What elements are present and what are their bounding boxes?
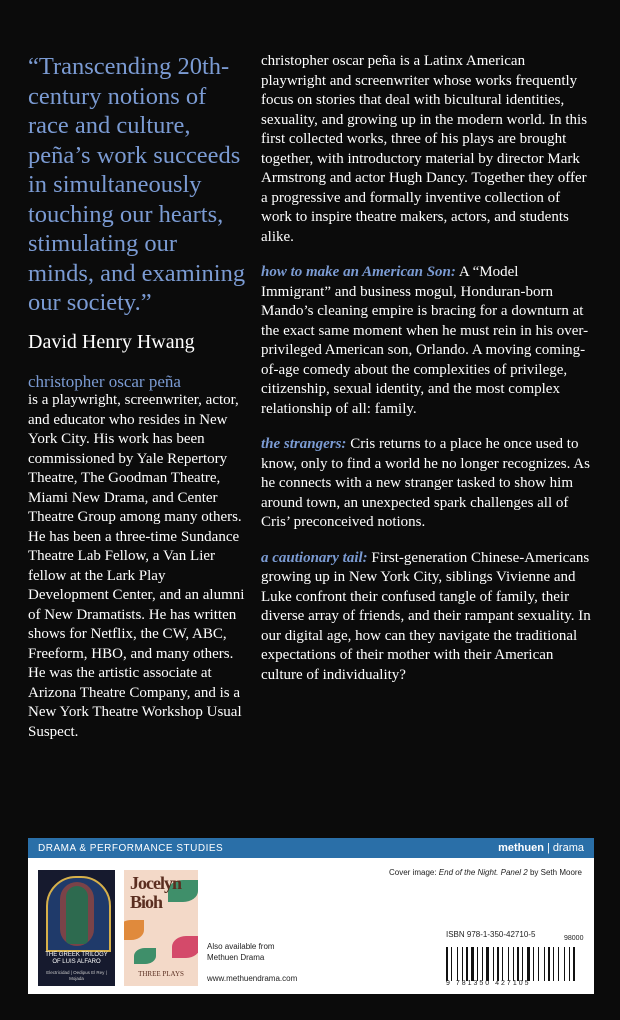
play-title: a cautionary tail: [261, 549, 368, 566]
barcode-bar [540, 947, 543, 981]
play-blurb-cautionary-tail [261, 549, 591, 686]
author-bio [28, 372, 246, 743]
praise-quote: “Transcending 20th-century notions of race and culture, peña’s work succeeds in simultaneously touching our hearts, stimulating our minds, and examining our society.” [28, 53, 246, 316]
book-title: THE GREEK TRILOGY OF LUIS ALFARO [45, 952, 108, 965]
barcode-bar [446, 947, 448, 981]
play-blurb-american-son [261, 263, 591, 419]
play-description: A “Model Immigrant” and business mogul, Honduran-born Mando’s cleaning empire is bracing for a downturn at the exact same moment when he must rein in his over-privileged American son, Orlando. A moving coming-of-age comedy about the complexities of privilege, citizenship, sexual identity, and the most complex relationship of all: family. [261, 264, 589, 417]
barcode-bar [477, 947, 478, 981]
barcode-bar [533, 947, 534, 981]
barcode-bar [513, 947, 514, 981]
barcode-bar [495, 947, 496, 981]
barcode-bar [544, 947, 545, 981]
barcode-bar [502, 947, 503, 981]
barcode-bar [510, 947, 512, 981]
barcode-bar [551, 947, 552, 981]
publisher-logo [498, 842, 584, 854]
barcode-bar [464, 947, 465, 981]
publisher-separator: | [546, 842, 550, 854]
barcode-bar [493, 947, 494, 981]
play-title: how to make an American Son: [261, 264, 456, 280]
barcode-bar [538, 947, 539, 981]
barcode-bar [520, 947, 521, 981]
barcode-bar [522, 947, 523, 981]
barcode-bar [558, 947, 559, 981]
barcode-bar [517, 947, 519, 981]
barcode-bar [546, 947, 547, 981]
price-code: 98000 [564, 935, 584, 942]
barcode-bar [508, 947, 509, 981]
barcode-bar [451, 947, 452, 981]
barcode-bar [484, 947, 485, 981]
barcode-digits: 9 781350 427105 [446, 980, 531, 987]
publisher-imprint: drama [552, 842, 584, 854]
barcode-bar [548, 947, 550, 981]
barcode-icon [446, 943, 584, 981]
barcode-bar [462, 947, 463, 981]
barcode-bar [571, 947, 572, 981]
author-bio-text: is a playwright, screenwriter, actor, and educator who resides in New York City. His work has been commissioned by Yale Repertory Theatre, The Goodman Theatre, Miami New Drama, and Center Theatre Group among many others. He has been a three-time Sundance Theatre Lab Fellow, a Van Lier fellow at the Lark Play Development Center, and an alumni of New Dramatists. He has written shows for Netflix, the CW, ABC, Freeform, HBO, and many others. He was the artistic associate at Arizona Theatre Company, and is a New York Theatre Workshop Usual Suspect. [28, 392, 245, 740]
barcode-bar [497, 947, 499, 981]
barcode-bar [471, 947, 474, 981]
barcode-bar [564, 947, 565, 981]
book-author-name: Jocelyn Bioh [130, 873, 181, 912]
also-available: Also available from Methuen Drama [207, 942, 275, 962]
barcode-bar [466, 947, 468, 981]
barcode-bar [486, 947, 489, 981]
barcode-bar [469, 947, 470, 981]
play-description: First-generation Chinese-Americans growing up in New York City, siblings Vivienne and Luke confront their confused tangle of family, their diverse array of friends, and their rampant sexuality. In our digital age, how can they navigate the traditional expectations of their mother with their American culture of individuality? [261, 549, 591, 683]
back-cover-footer [28, 838, 594, 994]
barcode-bar [479, 947, 481, 981]
quote-attribution: David Henry Hwang [28, 330, 195, 353]
play-blurb-the-strangers [261, 435, 591, 533]
barcode-bar [482, 947, 483, 981]
publisher-name: methuen [498, 842, 544, 854]
barcode-bar [573, 947, 575, 981]
isbn: ISBN 978-1-350-42710-5 [446, 930, 536, 939]
virgin-figure-icon [66, 886, 88, 944]
barcode-bar [500, 947, 501, 981]
barcode-bar [527, 947, 530, 981]
barcode-bar [524, 947, 526, 981]
left-column [28, 52, 246, 742]
book-subtitle: Electricidad | Oedipus El Rey | Mojada [46, 970, 107, 981]
barcode-bar [515, 947, 516, 981]
barcode-bar [566, 947, 568, 981]
series-label: DRAMA & PERFORMANCE STUDIES [38, 842, 224, 854]
barcode-bar [490, 947, 492, 981]
barcode-bar [553, 947, 554, 981]
book-intro: christopher oscar peña is a Latinx American playwright and screenwriter whose works frequently focus on stories that deal with bicultural identities, sexuality, and growing up in the modern world. In this first collected works, three of his plays are brought together, with introductory material by director Mark Armstrong and actor Hugh Dancy. Together they offer a progressive and formally inventive collection of work to inspire theatre makers, actors, and students alike. [261, 53, 588, 245]
barcode-bar [560, 947, 563, 981]
book-subtitle: THREE PLAYS [138, 970, 184, 978]
barcode-bar [569, 947, 570, 981]
play-description: Cris returns to a place he once used to know, only to find a world he no longer recognizes. As he connects with a new stranger tasked to show him around town, an unexpected spark challenges all of Cris’ preconceived notions. [261, 436, 590, 530]
series-bar [28, 838, 594, 858]
barcode-bar [453, 947, 456, 981]
barcode-bar [449, 947, 450, 981]
cover-credit: Cover image: End of the Night. Panel 2 by Seth Moore [389, 868, 582, 877]
barcode-bar [504, 947, 507, 981]
barcode-bar [555, 947, 557, 981]
barcode-bar [459, 947, 461, 981]
play-title: the strangers: [261, 436, 347, 452]
barcode-bar [457, 947, 458, 981]
barcode-bar [535, 947, 537, 981]
barcode-bar [475, 947, 476, 981]
barcode-bar [531, 947, 532, 981]
book-cover-greek-trilogy [38, 870, 115, 986]
book-cover-jocelyn-bioh [124, 870, 198, 986]
right-column [261, 52, 591, 701]
publisher-website[interactable]: www.methuendrama.com [207, 974, 298, 983]
author-name: christopher oscar peña [28, 371, 181, 391]
